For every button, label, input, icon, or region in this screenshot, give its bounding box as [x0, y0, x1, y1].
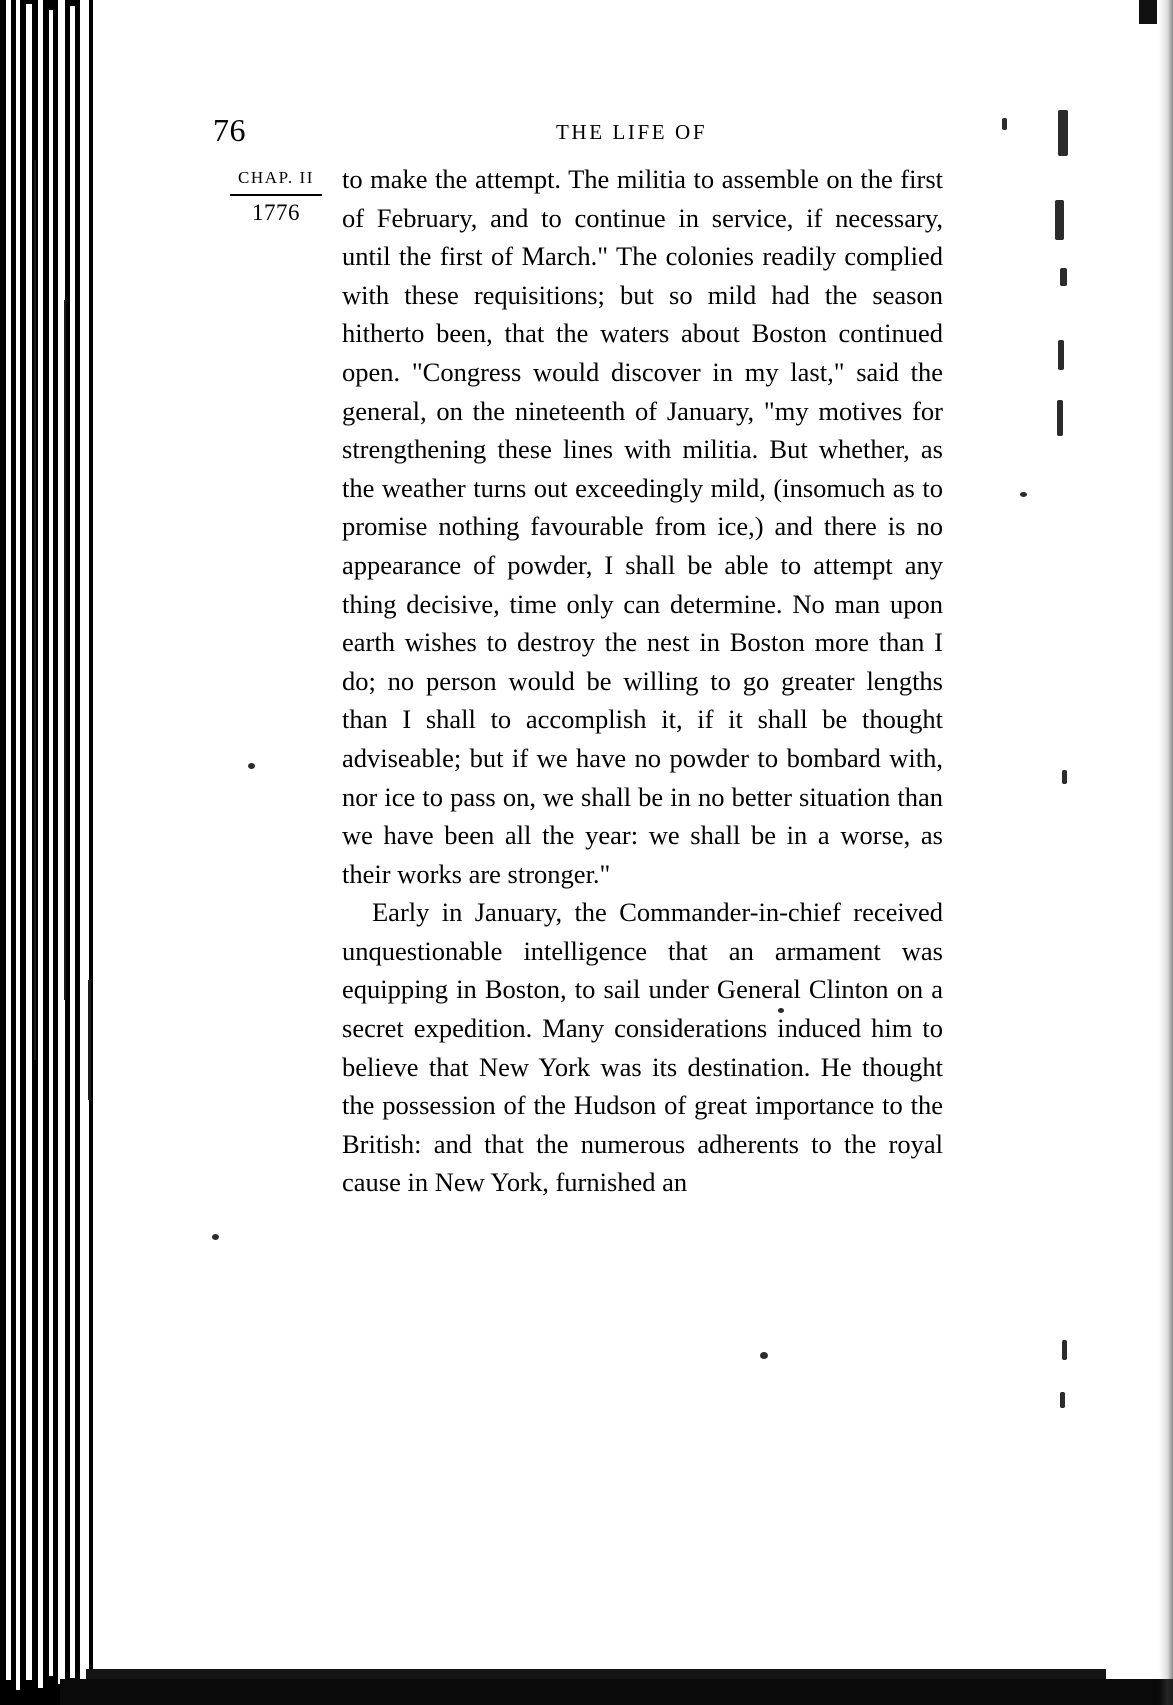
paragraph: to make the attempt. The militia to assemble on the first of February, and to continue in service, if necessary, until the first of March." The colonies readily complied with these requisitions; but so mild had the season hitherto been, that the waters about Boston continued open. "Congress would discover in my last," said the general, on the nineteenth of January, "my motives for strengthening these lines with militia. But whether, as the weather turns out exceedingly mild, (insomuch as to promise nothing favourable from ice,) and there is no appearance of powder, I shall be able to attempt any thing decisive, time only can determine. No man upon earth wishes to destroy the nest in Boston more than I do; no person would be willing to go greater lengths than I shall to accomplish it, if it shall be thought adviseable; but if we have no powder to bombard with, nor ice to pass on, we shall be in no better situation than we have been all the year: we shall be in a worse, as their works are stronger.": [342, 164, 943, 889]
year-label: 1776: [252, 200, 300, 225]
page-number: 76: [213, 112, 246, 148]
marginal-note: [222, 168, 330, 226]
sidenote-divider: [230, 194, 322, 196]
chapter-label: CHAP. II: [237, 168, 315, 187]
running-head: THE LIFE OF: [556, 120, 708, 144]
body-text-column: [342, 160, 943, 1202]
paragraph: Early in January, the Commander-in-chief received unquestionable intelligence that an armament was equipping in Boston, to sail under General Clinton on a secret expedition. Many considerations induced him to believe that New York was its destination. He thought the possession of the Hudson of great importance to the British: and that the numerous adherents to the royal cause in New York, furnished an: [342, 897, 943, 1198]
